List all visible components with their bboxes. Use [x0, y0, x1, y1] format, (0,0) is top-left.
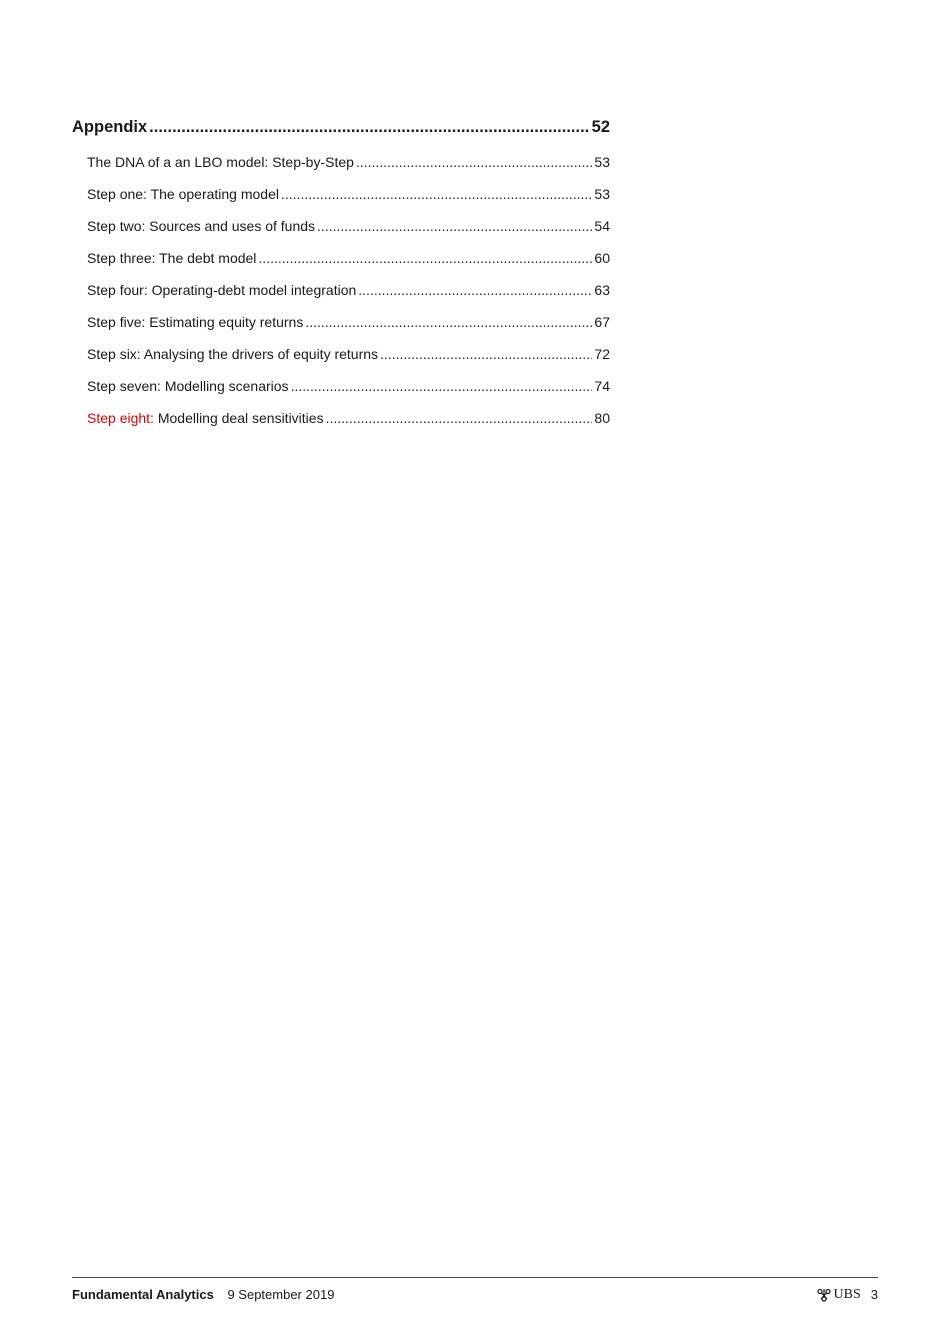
toc-entry-label: Step three: The debt model — [87, 250, 257, 266]
toc-entry-page: 63 — [594, 282, 610, 298]
table-of-contents — [72, 114, 610, 434]
toc-entry-label: Step six: Analysing the drivers of equity returns — [87, 346, 379, 362]
toc-entry[interactable] — [87, 370, 610, 402]
footer-date: 9 September 2019 — [227, 1287, 335, 1302]
toc-entry-page: 72 — [594, 346, 610, 362]
toc-leader-dots — [258, 242, 592, 274]
footer-publication-title: Fundamental Analytics — [72, 1287, 214, 1302]
toc-leader-dots — [317, 210, 592, 242]
toc-leader-dots — [291, 370, 593, 402]
toc-entry-page: 67 — [594, 314, 610, 330]
toc-entry-label-accent: Step eight: — [87, 410, 154, 426]
footer-brand — [816, 1286, 878, 1304]
toc-entry-page: 80 — [594, 410, 610, 426]
toc-heading-label: Appendix — [72, 118, 148, 136]
toc-leader-dots — [281, 178, 592, 210]
toc-entry[interactable] — [87, 210, 610, 242]
toc-entry-page: 53 — [594, 186, 610, 202]
toc-entry[interactable] — [87, 402, 610, 434]
toc-leader-dots — [358, 274, 592, 306]
toc-entry[interactable] — [87, 242, 610, 274]
toc-entry-label: Step two: Sources and uses of funds — [87, 218, 316, 234]
toc-entry-label-rest: Modelling deal sensitivities — [157, 410, 324, 426]
toc-entry-page: 60 — [594, 250, 610, 266]
toc-entry[interactable] — [87, 306, 610, 338]
toc-leader-dots — [326, 402, 593, 434]
ubs-keys-icon — [816, 1288, 832, 1302]
toc-entry-page: 74 — [594, 378, 610, 394]
toc-leader-dots — [149, 114, 589, 140]
toc-entry-label — [87, 402, 324, 434]
page-number: 3 — [870, 1287, 878, 1302]
toc-entry-label: Step one: The operating model — [87, 186, 279, 202]
footer-divider — [72, 1277, 878, 1278]
toc-entry-label: Step five: Estimating equity returns — [87, 314, 304, 330]
toc-leader-dots — [305, 306, 592, 338]
toc-entry[interactable] — [87, 178, 610, 210]
toc-heading-page: 52 — [591, 118, 610, 136]
toc-entry[interactable] — [87, 274, 610, 306]
ubs-logo-text: UBS — [833, 1287, 861, 1302]
toc-entry[interactable] — [87, 338, 610, 370]
toc-entry-page: 53 — [594, 154, 610, 170]
toc-entry-label: The DNA of a an LBO model: Step-by-Step — [87, 154, 354, 170]
toc-leader-dots — [356, 146, 593, 178]
toc-entry-label: Step four: Operating-debt model integration — [87, 282, 357, 298]
toc-heading-appendix[interactable] — [72, 114, 610, 140]
footer-publication-info — [72, 1286, 334, 1304]
toc-entry[interactable] — [87, 146, 610, 178]
toc-entry-page: 54 — [594, 218, 610, 234]
toc-leader-dots — [380, 338, 592, 370]
toc-entry-label: Step seven: Modelling scenarios — [87, 378, 289, 394]
ubs-logo — [816, 1286, 861, 1304]
